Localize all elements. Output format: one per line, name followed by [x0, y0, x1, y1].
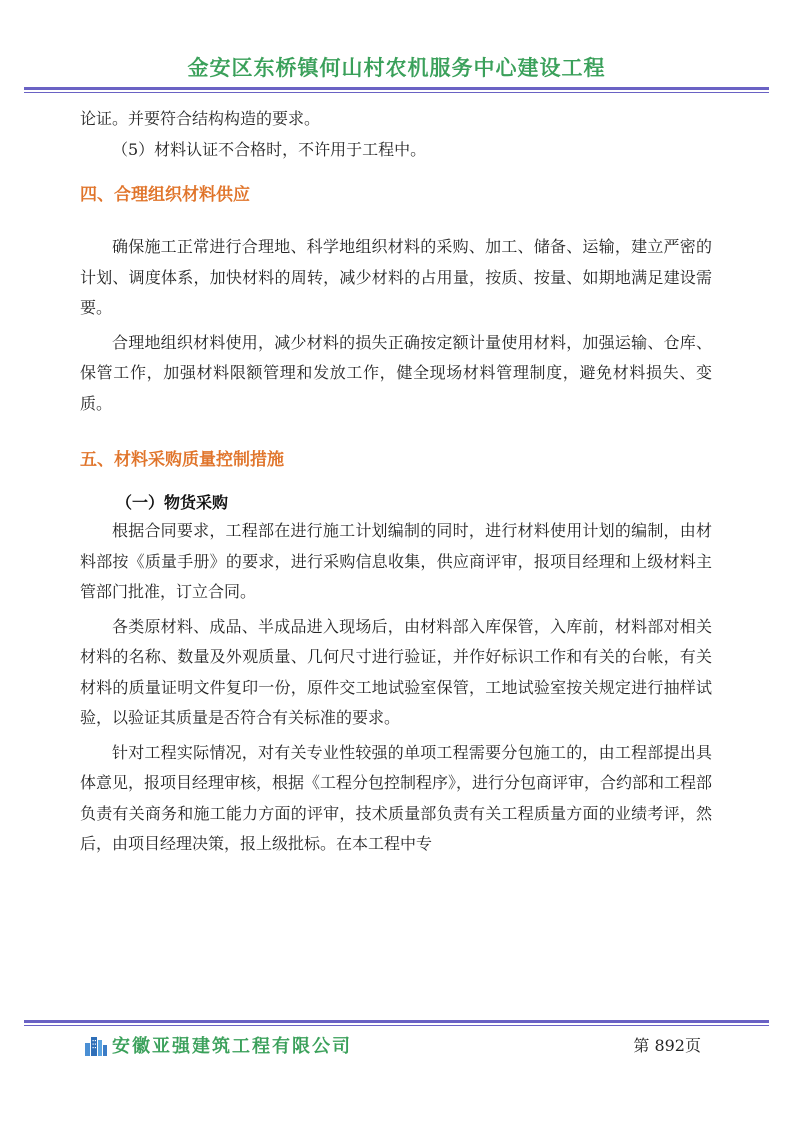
paragraph: 各类原材料、成品、半成品进入现场后，由材料部入库保管，入库前，材料部对相关材料的名称、数量及外观质量、几何尺寸进行验证，并作好标识工作和有关的台帐，有关材料的质量证明文件复印一份，原件交工地试验室保管，工地试验室按关规定进行抽样试验，以验证其质量是否符合有关标准的要求。 [80, 616, 712, 727]
header-rule-thick [24, 87, 769, 90]
company-name: 安徽亚强建筑工程有限公司 [112, 1036, 352, 1057]
subsection-heading: （一）物货采购 [116, 493, 229, 512]
footer-company [84, 1032, 352, 1058]
footer-rule-thick [24, 1020, 769, 1023]
paragraph: 根据合同要求，工程部在进行施工计划编制的同时，进行材料使用计划的编制，由材料部按《质量手册》的要求，进行采购信息收集，供应商评审，报项目经理和上级材料主管部门批准，订立合同。 [80, 521, 712, 601]
section-heading-5: 五、材料采购质量控制措施 [80, 450, 284, 470]
header-rule-thin [24, 92, 769, 93]
page-number: 第 892页 [633, 1036, 701, 1055]
paragraph: （5）材料认证不合格时，不许用于工程中。 [112, 139, 427, 159]
building-logo-icon [84, 1034, 108, 1056]
header-title: 金安区东桥镇何山村农机服务中心建设工程 [187, 56, 606, 80]
paragraph: 确保施工正常进行合理地、科学地组织材料的采购、加工、储备、运输，建立严密的计划、调度体系，加快材料的周转，减少材料的占用量，按质、按量、如期地满足建设需要。 [80, 237, 712, 317]
paragraph: 针对工程实际情况，对有关专业性较强的单项工程需要分包施工的，由工程部提出具体意见，报项目经理审核，根据《工程分包控制程序》，进行分包商评审，合约部和工程部负责有关商务和施工能力方面的评审，技术质量部负责有关工程质量方面的业绩考评，然后，由项目经理决策，报上级批标。在本工程中专 [80, 742, 713, 853]
paragraph: 论证。并要符合结构构造的要求。 [80, 109, 321, 128]
document-body [80, 104, 712, 860]
footer-rule-thin [24, 1025, 769, 1026]
section-heading-4: 四、合理组织材料供应 [80, 185, 250, 205]
paragraph: 合理地组织材料使用，减少材料的损失正确按定额计量使用材料，加强运输、仓库、保管工作，加强材料限额管理和发放工作，健全现场材料管理制度，避免材料损失、变质。 [80, 332, 712, 413]
